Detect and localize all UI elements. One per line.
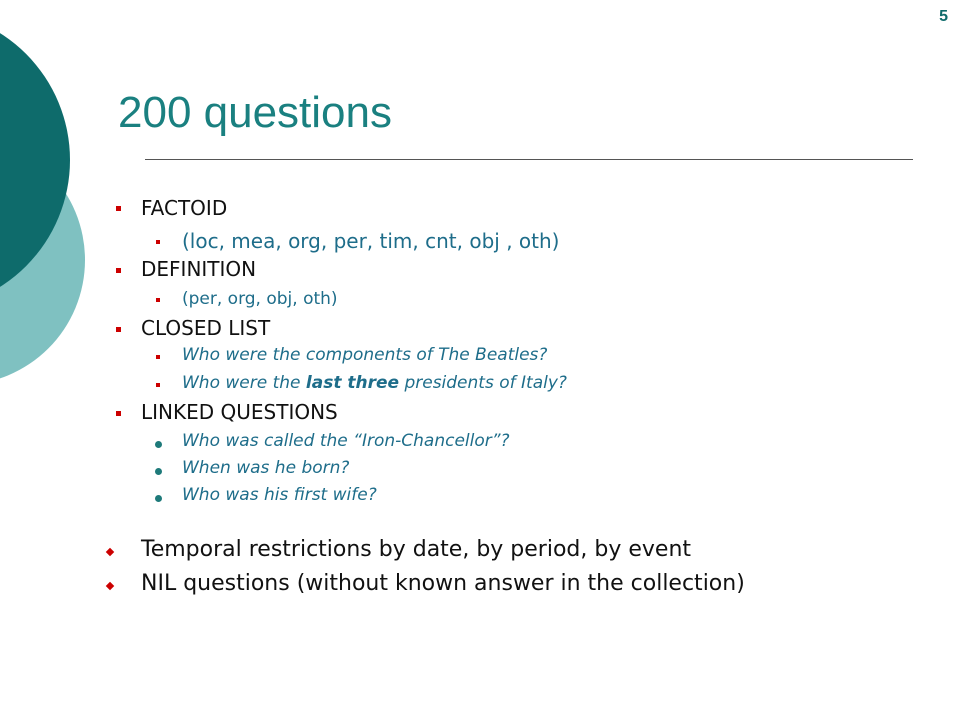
bullet-icon	[116, 411, 121, 416]
bullet-icon	[116, 327, 121, 332]
closed-list-question-1: Who were the components of The Beatles?	[182, 345, 548, 365]
definition-types: (per, org, obj, oth)	[182, 289, 338, 309]
definition-label: DEFINITION	[141, 257, 257, 281]
linked-questions-label: LINKED QUESTIONS	[141, 400, 338, 424]
question-2-emphasis: last three	[305, 373, 400, 393]
sub-bullet-icon	[156, 355, 160, 359]
linked-question-3: Who was his first wife?	[182, 485, 377, 505]
bullet-icon	[116, 206, 121, 211]
closed-list-question-2	[182, 373, 567, 393]
linked-question-2: When was he born?	[182, 458, 350, 478]
factoid-label: FACTOID	[141, 196, 228, 220]
round-bullet-icon	[155, 468, 162, 475]
factoid-types: (loc, mea, org, per, tim, cnt, obj , oth)	[182, 229, 560, 253]
sub-bullet-icon	[156, 240, 160, 244]
diamond-bullet-icon	[106, 582, 114, 590]
question-2-prefix: Who were the	[182, 373, 306, 393]
round-bullet-icon	[155, 495, 162, 502]
slide-title: 200 questions	[118, 88, 392, 137]
sub-bullet-icon	[156, 298, 160, 302]
sub-bullet-icon	[156, 383, 160, 387]
linked-question-1: Who was called the “Iron-Chancellor”?	[182, 431, 510, 451]
nil-questions-text: NIL questions (without known answer in the collection)	[141, 571, 745, 596]
slide-number: 5	[939, 8, 948, 25]
title-divider	[145, 159, 913, 160]
round-bullet-icon	[155, 441, 162, 448]
closed-list-label: CLOSED LIST	[141, 316, 271, 340]
question-2-suffix: presidents of Italy?	[399, 373, 567, 393]
decorative-circles	[0, 0, 160, 400]
bullet-icon	[116, 268, 121, 273]
temporal-restrictions-text: Temporal restrictions by date, by period, by event	[141, 537, 692, 562]
diamond-bullet-icon	[106, 548, 114, 556]
